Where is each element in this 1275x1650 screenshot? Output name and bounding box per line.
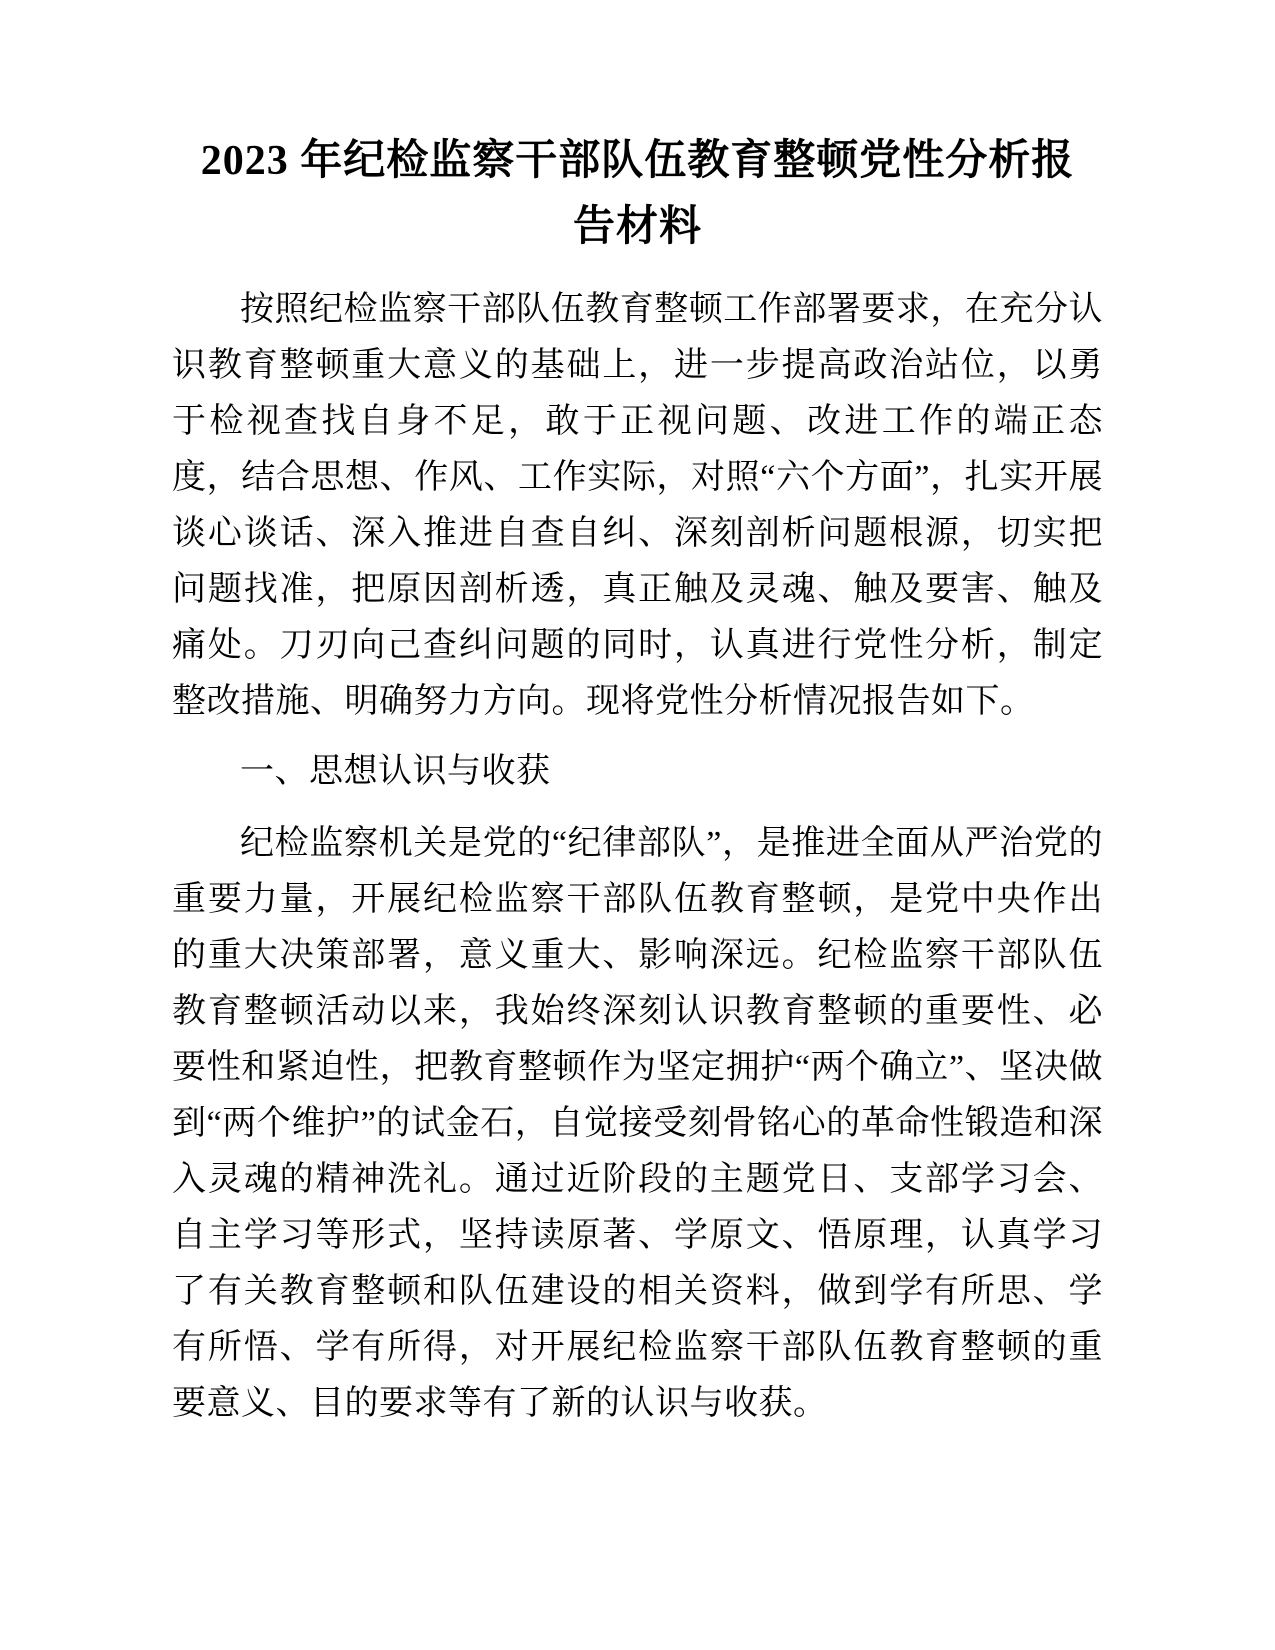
document-title: 2023 年纪检监察干部队伍教育整顿党性分析报告材料 xyxy=(200,138,1075,250)
intro-paragraph: 按照纪检监察干部队伍教育整顿工作部署要求，在充分认识教育整顿重大意义的基础上，进一步提高政治站位，以勇于检视查找自身不足，敢于正视问题、改进工作的端正态度，结合思想、作风、工作实际，对照“六个方面”，扎实开展谈心谈话、深入推进自查自纠、深刻剖析问题根源，切实把问题找准，把原因剖析透，真正触及灵魂、触及要害、触及痛处。刀刃向己查纠问题的同时，认真进行党性分析，制定整改措施、明确努力方向。现将党性分析情况报告如下。 xyxy=(172,291,1103,720)
section-heading-1: 一、思想认识与收获 xyxy=(240,753,551,790)
section-paragraph-1: 纪检监察机关是党的“纪律部队”，是推进全面从严治党的重要力量，开展纪检监察干部队伍教育整顿，是党中央作出的重大决策部署，意义重大、影响深远。纪检监察干部队伍教育整顿活动以来，我始终深刻认识教育整顿的重要性、必要性和紧迫性，把教育整顿作为坚定拥护“两个确立”、坚决做到“两个维护”的试金石，自觉接受刻骨铭心的革命性锻造和深入灵魂的精神洗礼。通过近阶段的主题党日、支部学习会、自主学习等形式，坚持读原著、学原文、悟原理，认真学习了有关教育整顿和队伍建设的相关资料，做到学有所思、学有所悟、学有所得，对开展纪检监察干部队伍教育整顿的重要意义、目的要求等有了新的认识与收获。 xyxy=(172,825,1103,1422)
